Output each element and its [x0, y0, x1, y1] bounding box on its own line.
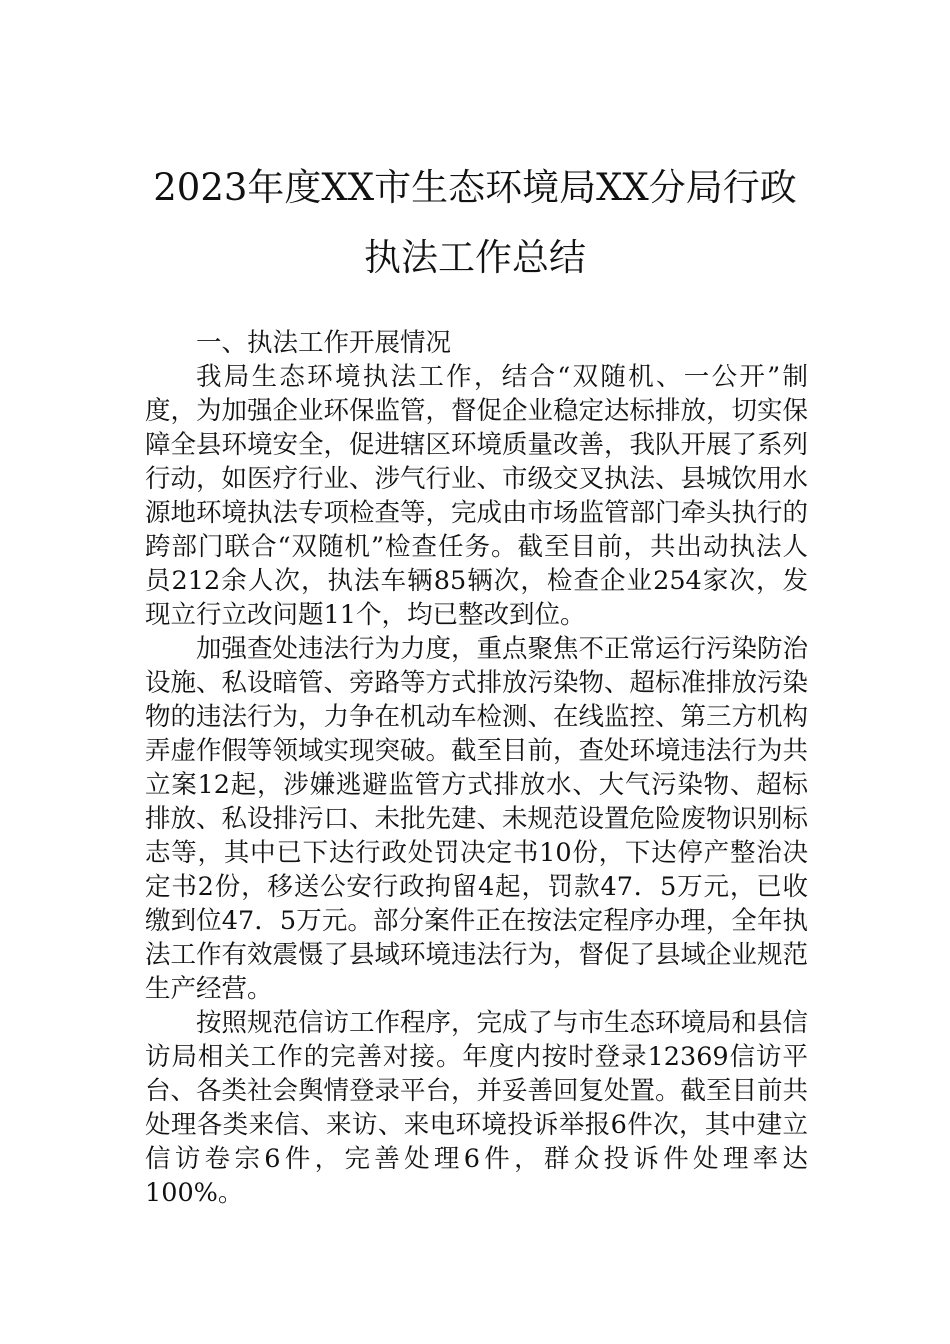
paragraph-petition-handling: 按照规范信访工作程序，完成了与市生态环境局和县信访局相关工作的完善对接。年度内按时登录12369信访平台、各类社会舆情登录平台，并妥善回复处置。截至目前共处理各类来信、来访、来电环境投诉举报6件次，其中建立信访卷宗6件，完善处理6件，群众投诉件处理率达100%。	[145, 1008, 809, 1208]
section-heading: 一、执法工作开展情况	[196, 328, 452, 358]
document-body	[145, 326, 808, 1210]
paragraph-violation-cases: 加强查处违法行为力度，重点聚焦不正常运行污染防治设施、私设暗管、旁路等方式排放污染物、超标准排放污染物的违法行为，力争在机动车检测、在线监控、第三方机构弄虚作假等领域实现突破。截至目前，查处环境违法行为共立案12起，涉嫌逃避监管方式排放水、大气污染物、超标排放、私设排污口、未批先建、未规范设置危险废物识别标志等，其中已下达行政处罚决定书10份，下达停产整治决定书2份，移送公安行政拘留4起，罚款47．5万元，已收缴到位47．5万元。部分案件正在按法定程序办理，全年执法工作有效震慑了县域环境违法行为，督促了县域企业规范生产经营。	[145, 634, 809, 1004]
document-title-line-2: 执法工作总结	[364, 236, 586, 279]
paragraph-enforcement-actions: 我局生态环境执法工作，结合“双随机、一公开”制度，为加强企业环保监管，督促企业稳定达标排放，切实保障全县环境安全，促进辖区环境质量改善，我队开展了系列行动，如医疗行业、涉气行业、市级交叉执法、县城饮用水源地环境执法专项检查等，完成由市场监管部门牵头执行的跨部门联合“双随机”检查任务。截至目前，共出动执法人员212余人次，执法车辆85辆次，检查企业254家次，发现立行立改问题11个，均已整改到位。	[145, 362, 809, 630]
document-title-line-1: 2023年度XX市生态环境局XX分局行政	[153, 166, 797, 209]
